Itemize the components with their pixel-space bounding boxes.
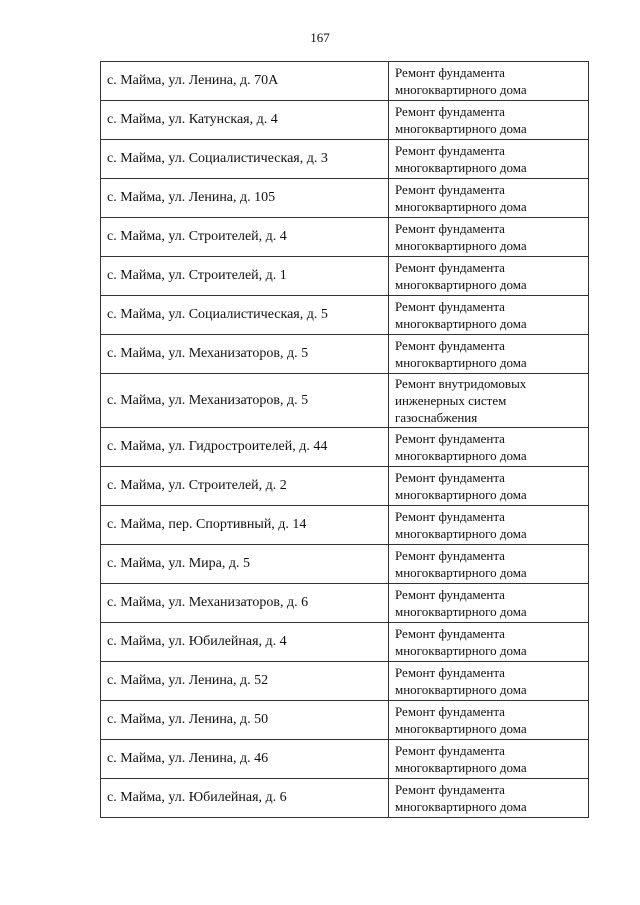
work-type-cell: Ремонт фундамента многоквартирного дома (389, 335, 589, 374)
table-row (101, 296, 589, 335)
table-row (101, 779, 589, 818)
table-row (101, 701, 589, 740)
table-body (101, 62, 589, 818)
address-cell: с. Майма, ул. Механизаторов, д. 5 (101, 374, 389, 428)
address-cell: с. Майма, ул. Юбилейная, д. 4 (101, 623, 389, 662)
table-row (101, 740, 589, 779)
work-type-cell: Ремонт фундамента многоквартирного дома (389, 140, 589, 179)
page-number: 167 (310, 30, 330, 45)
address-cell: с. Майма, ул. Механизаторов, д. 6 (101, 584, 389, 623)
table-row (101, 62, 589, 101)
work-type-cell: Ремонт фундамента многоквартирного дома (389, 662, 589, 701)
table-row (101, 218, 589, 257)
work-type-cell: Ремонт фундамента многоквартирного дома (389, 62, 589, 101)
work-type-cell: Ремонт фундамента многоквартирного дома (389, 740, 589, 779)
work-type-cell: Ремонт фундамента многоквартирного дома (389, 506, 589, 545)
table-row (101, 545, 589, 584)
address-cell: с. Майма, ул. Строителей, д. 1 (101, 257, 389, 296)
address-cell: с. Майма, ул. Строителей, д. 2 (101, 467, 389, 506)
address-cell: с. Майма, ул. Социалистическая, д. 5 (101, 296, 389, 335)
work-type-cell: Ремонт фундамента многоквартирного дома (389, 428, 589, 467)
table-row (101, 179, 589, 218)
table-row (101, 101, 589, 140)
work-type-cell: Ремонт внутридомовых инженерных систем газоснабжения (389, 374, 589, 428)
table-row (101, 584, 589, 623)
work-type-cell: Ремонт фундамента многоквартирного дома (389, 584, 589, 623)
address-cell: с. Майма, ул. Ленина, д. 46 (101, 740, 389, 779)
work-type-cell: Ремонт фундамента многоквартирного дома (389, 701, 589, 740)
table-row (101, 467, 589, 506)
table-row (101, 140, 589, 179)
work-type-cell: Ремонт фундамента многоквартирного дома (389, 257, 589, 296)
work-type-cell: Ремонт фундамента многоквартирного дома (389, 779, 589, 818)
address-cell: с. Майма, ул. Гидростроителей, д. 44 (101, 428, 389, 467)
address-work-table (100, 61, 589, 818)
table-row (101, 623, 589, 662)
table-row (101, 428, 589, 467)
work-type-cell: Ремонт фундамента многоквартирного дома (389, 545, 589, 584)
table-row (101, 662, 589, 701)
work-type-cell: Ремонт фундамента многоквартирного дома (389, 179, 589, 218)
table-row (101, 335, 589, 374)
address-cell: с. Майма, ул. Ленина, д. 52 (101, 662, 389, 701)
work-type-cell: Ремонт фундамента многоквартирного дома (389, 101, 589, 140)
table-row (101, 257, 589, 296)
address-cell: с. Майма, ул. Юбилейная, д. 6 (101, 779, 389, 818)
table-row (101, 374, 589, 428)
address-cell: с. Майма, ул. Ленина, д. 105 (101, 179, 389, 218)
address-cell: с. Майма, ул. Механизаторов, д. 5 (101, 335, 389, 374)
address-cell: с. Майма, ул. Ленина, д. 50 (101, 701, 389, 740)
address-cell: с. Майма, пер. Спортивный, д. 14 (101, 506, 389, 545)
table-row (101, 506, 589, 545)
work-type-cell: Ремонт фундамента многоквартирного дома (389, 623, 589, 662)
work-type-cell: Ремонт фундамента многоквартирного дома (389, 296, 589, 335)
address-cell: с. Майма, ул. Строителей, д. 4 (101, 218, 389, 257)
address-cell: с. Майма, ул. Социалистическая, д. 3 (101, 140, 389, 179)
address-cell: с. Майма, ул. Ленина, д. 70А (101, 62, 389, 101)
work-type-cell: Ремонт фундамента многоквартирного дома (389, 467, 589, 506)
work-type-cell: Ремонт фундамента многоквартирного дома (389, 218, 589, 257)
address-cell: с. Майма, ул. Мира, д. 5 (101, 545, 389, 584)
address-cell: с. Майма, ул. Катунская, д. 4 (101, 101, 389, 140)
